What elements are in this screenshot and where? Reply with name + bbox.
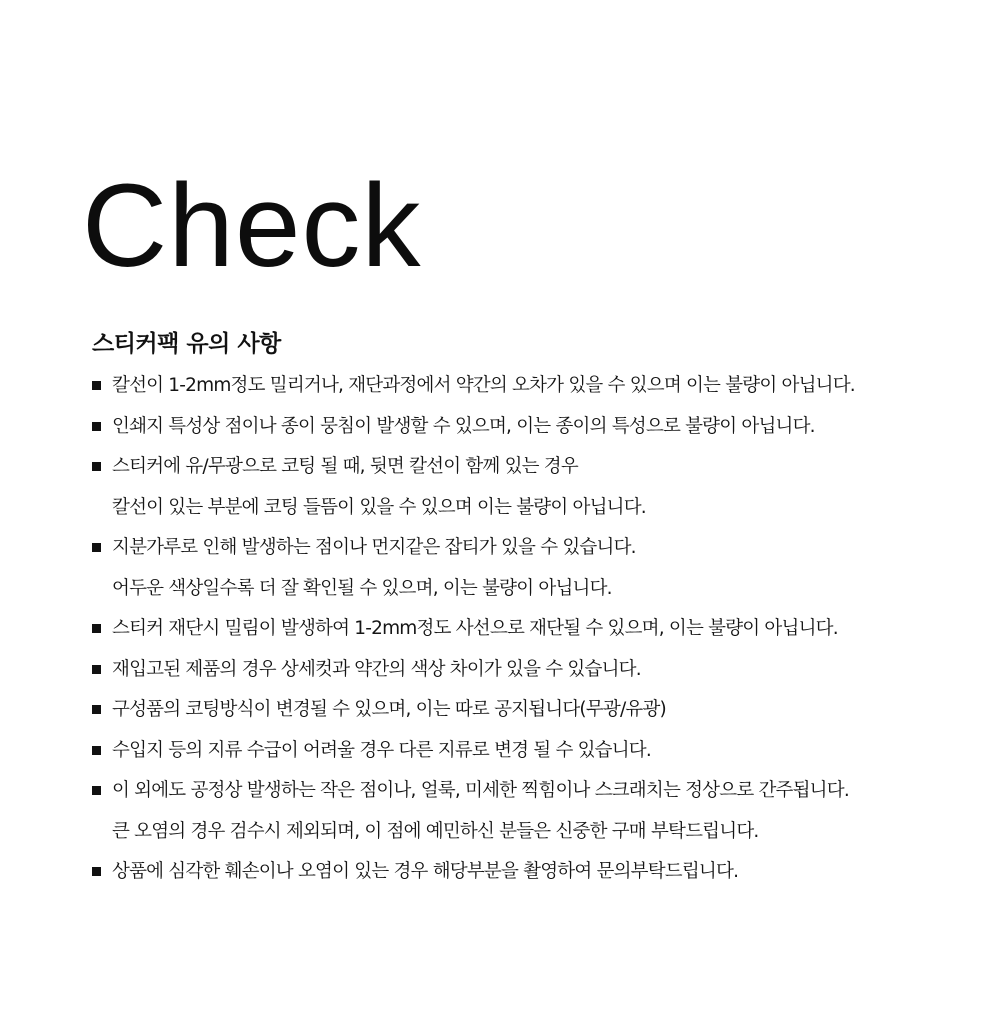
notice-text	[112, 528, 636, 609]
page-title: Check	[82, 160, 422, 293]
notice-line: 재입고된 제품의 경우 상세컷과 약간의 색상 차이가 있을 수 있습니다.	[112, 658, 641, 680]
notice-text	[112, 609, 838, 650]
notice-item	[92, 609, 972, 650]
square-bullet-icon	[92, 381, 101, 390]
square-bullet-icon	[92, 867, 101, 876]
square-bullet-icon	[92, 665, 101, 674]
section-heading: 스티커팩 유의 사항	[92, 331, 281, 358]
square-bullet-icon	[92, 786, 101, 795]
notice-line: 스티커 재단시 밀림이 발생하여 1-2mm정도 사선으로 재단될 수 있으며, 이는 불량이 아닙니다.	[112, 618, 838, 639]
notice-item	[92, 366, 972, 407]
notice-line: 상품에 심각한 훼손이나 오염이 있는 경우 해당부분을 촬영하여 문의부탁드립니다.	[112, 861, 739, 882]
notice-item	[92, 690, 972, 731]
notice-text	[112, 407, 815, 448]
square-bullet-icon	[92, 422, 101, 431]
notice-line: 구성품의 코팅방식이 변경될 수 있으며, 이는 따로 공지됩니다(무광/유광)	[112, 699, 666, 720]
notice-line: 이 외에도 공정상 발생하는 작은 점이나, 얼룩, 미세한 찍힘이나 스크래치는 정상으로 간주됩니다.	[112, 780, 849, 801]
notice-line: 지분가루로 인해 발생하는 점이나 먼지같은 잡티가 있을 수 있습니다.	[112, 537, 636, 558]
notice-line: 칼선이 있는 부분에 코팅 들뜸이 있을 수 있으며 이는 불량이 아닙니다.	[112, 496, 646, 518]
square-bullet-icon	[92, 543, 101, 552]
square-bullet-icon	[92, 746, 101, 755]
notice-text	[112, 690, 666, 731]
notice-line: 스티커에 유/무광으로 코팅 될 때, 뒷면 칼선이 함께 있는 경우	[112, 456, 578, 477]
notice-list	[92, 366, 972, 893]
notice-text	[112, 447, 646, 528]
notice-line: 수입지 등의 지류 수급이 어려울 경우 다른 지류로 변경 될 수 있습니다.	[112, 739, 651, 761]
notice-item	[92, 731, 972, 772]
notice-text	[112, 731, 651, 772]
square-bullet-icon	[92, 624, 101, 633]
notice-text	[112, 852, 738, 893]
notice-item	[92, 447, 972, 528]
square-bullet-icon	[92, 705, 101, 714]
notice-item	[92, 650, 972, 691]
notice-item	[92, 771, 972, 852]
notice-line: 큰 오염의 경우 검수시 제외되며, 이 점에 예민하신 분들은 신중한 구매 부탁드립니다.	[112, 820, 759, 842]
square-bullet-icon	[92, 462, 101, 471]
notice-line: 칼선이 1-2mm정도 밀리거나, 재단과정에서 약간의 오차가 있을 수 있으며 이는 불량이 아닙니다.	[112, 375, 855, 396]
notice-item	[92, 852, 972, 893]
notice-line: 인쇄지 특성상 점이나 종이 뭉침이 발생할 수 있으며, 이는 종이의 특성으로 불량이 아닙니다.	[112, 415, 815, 437]
notice-item	[92, 407, 972, 448]
notice-text	[112, 771, 849, 852]
notice-line: 어두운 색상일수록 더 잘 확인될 수 있으며, 이는 불량이 아닙니다.	[112, 577, 612, 599]
notice-text	[112, 366, 855, 407]
notice-item	[92, 528, 972, 609]
notice-text	[112, 650, 641, 691]
